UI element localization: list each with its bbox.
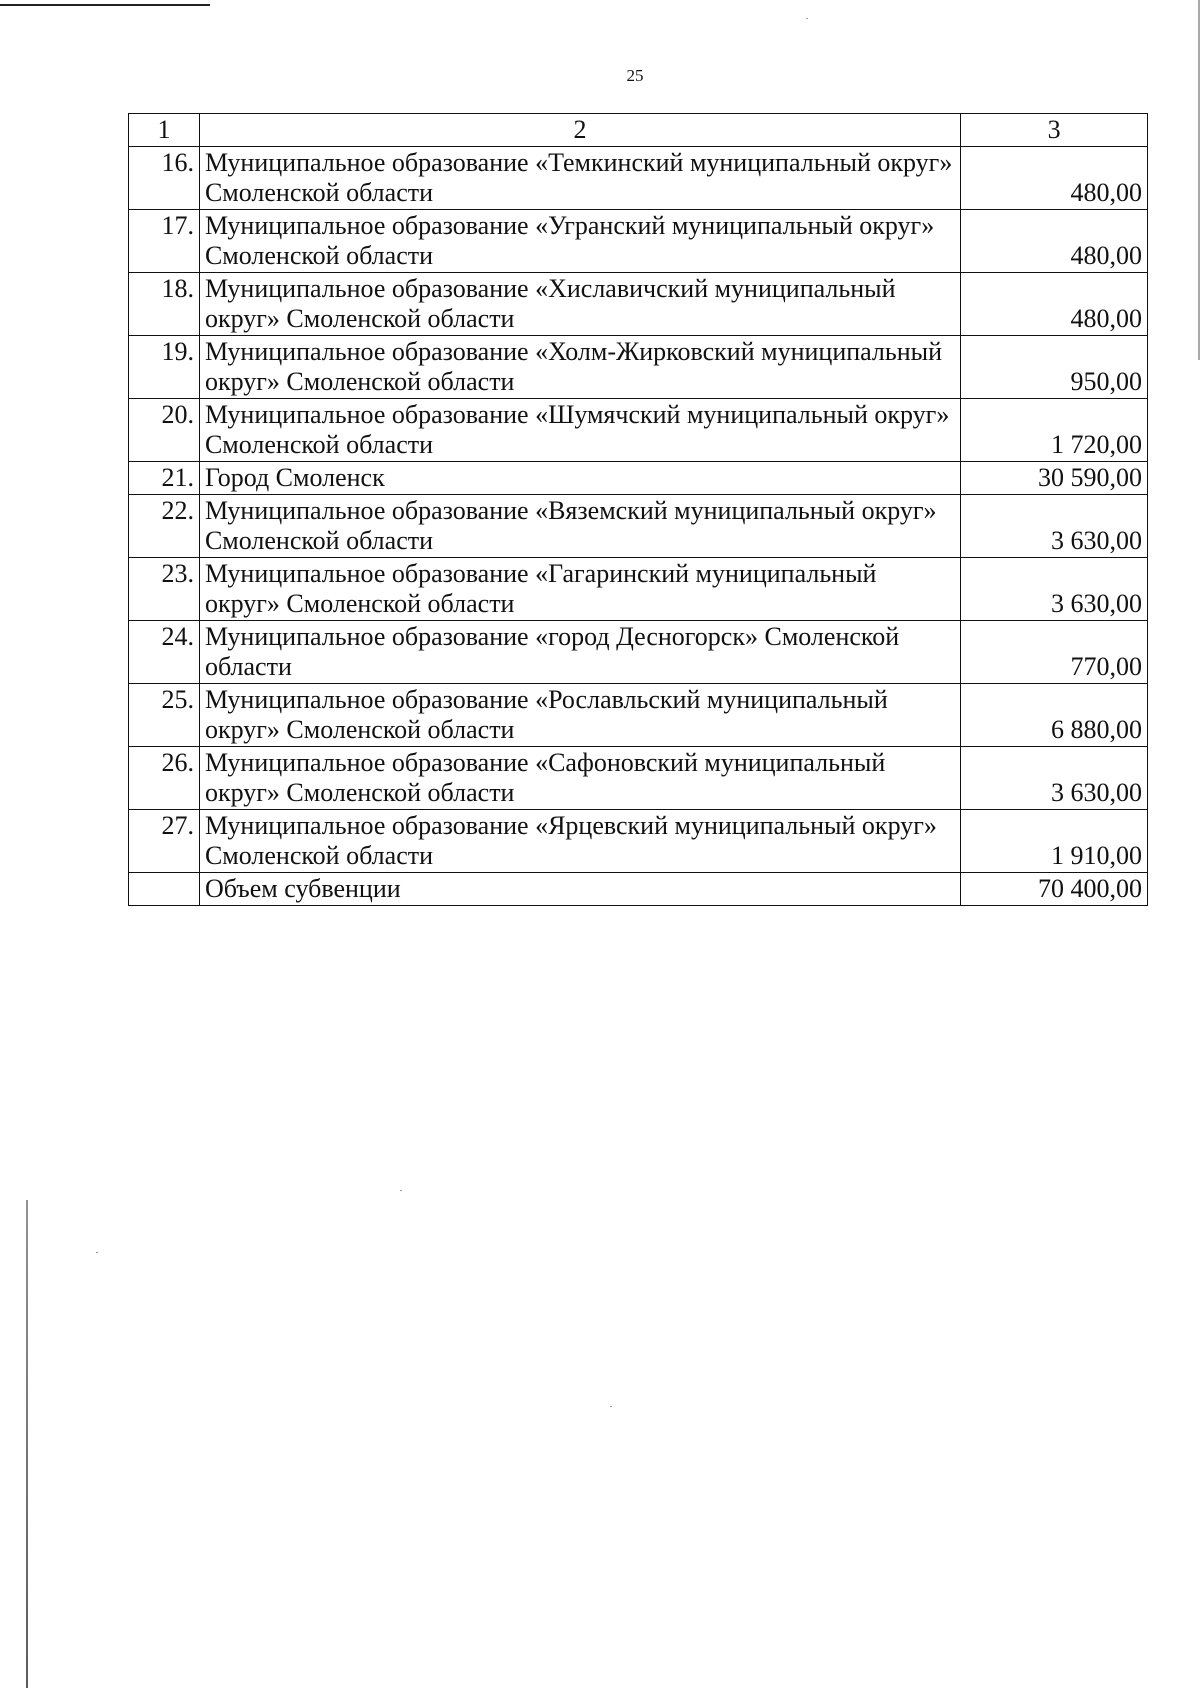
table-total-row: [129, 873, 1148, 906]
row-number: 22.: [129, 495, 200, 558]
row-municipality-name: Муниципальное образование «Темкинский муниципальный округ» Смоленской области: [199, 147, 960, 210]
row-subsidy-value: 770,00: [961, 621, 1148, 684]
row-subsidy-value: 3 630,00: [961, 747, 1148, 810]
table-row: [129, 684, 1148, 747]
row-number: 17.: [129, 210, 200, 273]
subsidy-table: [128, 113, 1148, 906]
row-number: 19.: [129, 336, 200, 399]
column-header-number: 1: [129, 114, 200, 147]
scan-artifact-dot: [610, 1406, 612, 1407]
row-number: 20.: [129, 399, 200, 462]
scan-artifact-dot: [806, 18, 808, 19]
table-row: [129, 810, 1148, 873]
row-subsidy-value: 3 630,00: [961, 558, 1148, 621]
table-row: [129, 399, 1148, 462]
column-header-name: 2: [199, 114, 960, 147]
table-row: [129, 558, 1148, 621]
table-header-row: [129, 114, 1148, 147]
row-number: 26.: [129, 747, 200, 810]
table-row: [129, 462, 1148, 495]
scan-artifact-dot: [96, 1252, 98, 1253]
row-number: 25.: [129, 684, 200, 747]
row-subsidy-value: 1 910,00: [961, 810, 1148, 873]
row-number: 18.: [129, 273, 200, 336]
table-row: [129, 495, 1148, 558]
row-municipality-name: Муниципальное образование «город Десногорск» Смоленской области: [199, 621, 960, 684]
row-municipality-name: Муниципальное образование «Шумячский муниципальный округ» Смоленской области: [199, 399, 960, 462]
table-row: [129, 747, 1148, 810]
row-municipality-name: Муниципальное образование «Вяземский муниципальный округ» Смоленской области: [199, 495, 960, 558]
row-municipality-name: Муниципальное образование «Гагаринский муниципальный округ» Смоленской области: [199, 558, 960, 621]
row-municipality-name: Муниципальное образование «Угранский муниципальный округ» Смоленской области: [199, 210, 960, 273]
total-value: 70 400,00: [961, 873, 1148, 906]
row-subsidy-value: 30 590,00: [961, 462, 1148, 495]
row-subsidy-value: 3 630,00: [961, 495, 1148, 558]
scan-artifact-edge: [26, 1200, 28, 1688]
row-number: 24.: [129, 621, 200, 684]
row-subsidy-value: 480,00: [961, 210, 1148, 273]
table-row: [129, 336, 1148, 399]
page-number: 25: [626, 66, 644, 85]
row-municipality-name: Муниципальное образование «Ярцевский муниципальный округ» Смоленской области: [199, 810, 960, 873]
row-municipality-name: Муниципальное образование «Рославльский муниципальный округ» Смоленской области: [199, 684, 960, 747]
scan-artifact-dot: [400, 1190, 402, 1191]
row-municipality-name: Муниципальное образование «Сафоновский муниципальный округ» Смоленской области: [199, 747, 960, 810]
total-number: [129, 873, 200, 906]
table-row: [129, 273, 1148, 336]
row-subsidy-value: 480,00: [961, 147, 1148, 210]
column-header-value: 3: [961, 114, 1148, 147]
row-subsidy-value: 1 720,00: [961, 399, 1148, 462]
table-row: [129, 147, 1148, 210]
table-row: [129, 210, 1148, 273]
scan-artifact-line: [0, 4, 210, 6]
subsidy-table-body: [129, 114, 1148, 906]
row-subsidy-value: 6 880,00: [961, 684, 1148, 747]
row-number: 23.: [129, 558, 200, 621]
total-label: Объем субвенции: [199, 873, 960, 906]
row-number: 16.: [129, 147, 200, 210]
row-municipality-name: Муниципальное образование «Холм-Жирковский муниципальный округ» Смоленской области: [199, 336, 960, 399]
table-row: [129, 621, 1148, 684]
row-number: 21.: [129, 462, 200, 495]
row-municipality-name: Город Смоленск: [199, 462, 960, 495]
row-subsidy-value: 480,00: [961, 273, 1148, 336]
row-municipality-name: Муниципальное образование «Хиславичский муниципальный округ» Смоленской области: [199, 273, 960, 336]
row-subsidy-value: 950,00: [961, 336, 1148, 399]
row-number: 27.: [129, 810, 200, 873]
